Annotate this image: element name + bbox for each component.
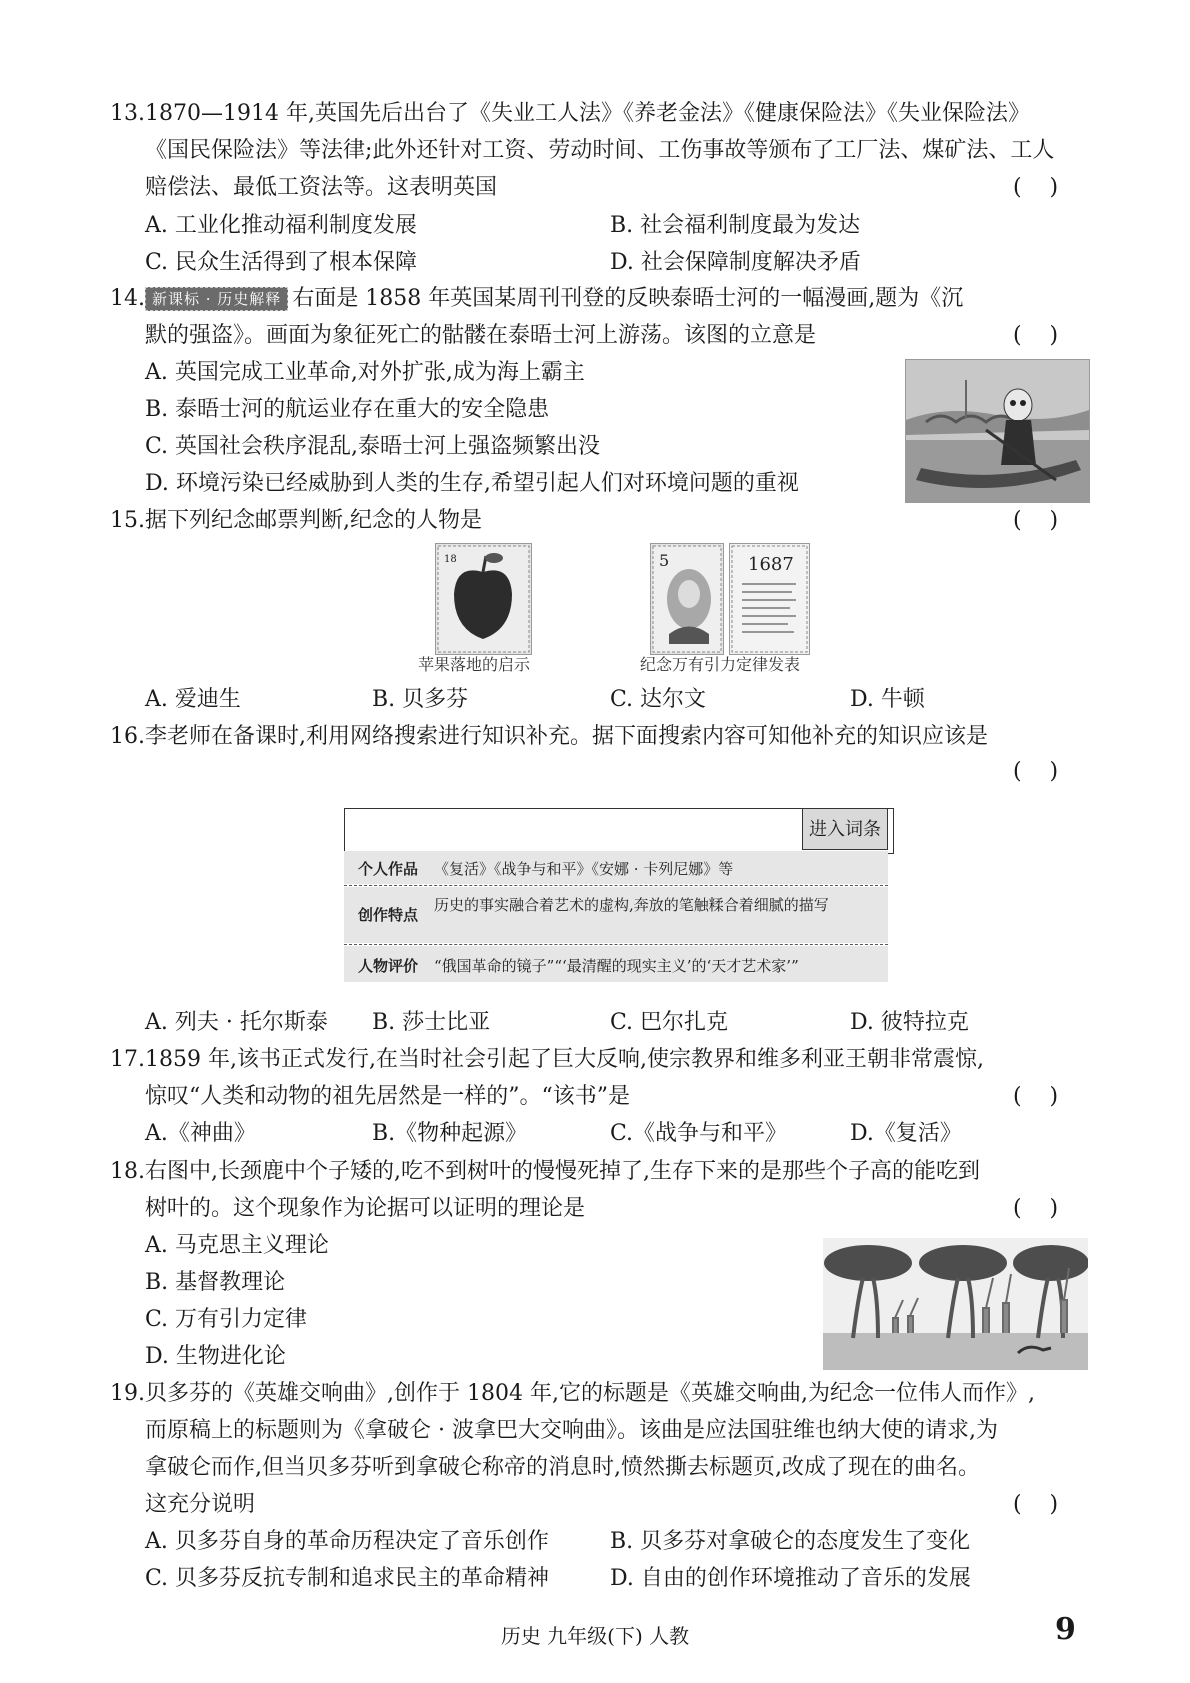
q14-option-c: C. 英国社会秩序混乱,泰晤士河上强盗频繁出没 bbox=[145, 434, 601, 459]
apple-stamp-image bbox=[435, 543, 532, 655]
q16-option-b: B. 莎士比亚 bbox=[372, 1010, 491, 1035]
q17-option-a: A.《神曲》 bbox=[145, 1121, 256, 1146]
q14-number: 14. bbox=[110, 286, 145, 311]
q14-stem-line2: 默的强盗》。画面为象征死亡的骷髅在泰晤士河上游荡。该图的立意是 bbox=[145, 323, 817, 348]
q15-answer-blank: ( ) bbox=[1013, 508, 1059, 533]
search-result-row-evaluation bbox=[344, 946, 888, 982]
q19-stem-line1: 贝多芬的《英雄交响曲》,创作于 1804 年,它的标题是《英雄交响曲,为纪念一位伟人而作》, bbox=[145, 1381, 1035, 1406]
q14-stem-line1-text: 右面是 1858 年英国某周刊刊登的反映泰晤士河的一幅漫画,题为《沉 bbox=[292, 286, 964, 311]
q19-number: 19. bbox=[110, 1381, 145, 1406]
q13-option-d: D. 社会保障制度解决矛盾 bbox=[610, 250, 861, 275]
q16-option-a: A. 列夫 · 托尔斯泰 bbox=[145, 1010, 328, 1035]
q13-stem-line2: 《国民保险法》等法律;此外还针对工资、劳动时间、工伤事故等颁布了工厂法、煤矿法、工人 bbox=[145, 138, 1055, 163]
page-footer: 历史 九年级(下) 人教 bbox=[500, 1624, 690, 1648]
q15-option-c: C. 达尔文 bbox=[610, 687, 707, 712]
q15-option-a: A. 爱迪生 bbox=[145, 687, 241, 712]
search-result-row-features bbox=[344, 887, 888, 943]
q19-answer-blank: ( ) bbox=[1013, 1492, 1059, 1517]
q13-answer-blank: ( ) bbox=[1013, 175, 1059, 200]
stamp1-value: 18 bbox=[444, 554, 457, 565]
q14-tag-badge: 新课标 · 历史解释 bbox=[145, 287, 288, 311]
q13-stem-line3: 赔偿法、最低工资法等。这表明英国 bbox=[145, 175, 498, 200]
newton-portrait-stamp-image bbox=[650, 543, 724, 655]
q17-stem-line2: 惊叹“人类和动物的祖先居然是一样的”。“该书”是 bbox=[145, 1084, 630, 1109]
stamp1-caption: 苹果落地的启示 bbox=[418, 655, 531, 674]
q15-option-d: D. 牛顿 bbox=[850, 687, 925, 712]
q16-option-d: D. 彼特拉克 bbox=[850, 1010, 969, 1035]
q19-stem-line2: 而原稿上的标题则为《拿破仑 · 波拿巴大交响曲》。该曲是应法国驻维也纳大使的请求,为 bbox=[145, 1418, 998, 1443]
q15-number: 15. bbox=[110, 508, 145, 533]
works-label: 个人作品 bbox=[358, 860, 419, 878]
q16-number: 16. bbox=[110, 724, 145, 749]
q14-option-d: D. 环境污染已经威胁到人类的生存,希望引起人们对环境问题的重视 bbox=[145, 471, 799, 496]
q17-number: 17. bbox=[110, 1047, 145, 1072]
q17-answer-blank: ( ) bbox=[1013, 1084, 1059, 1109]
q18-option-a: A. 马克思主义理论 bbox=[145, 1233, 329, 1258]
q13-option-c: C. 民众生活得到了根本保障 bbox=[145, 250, 418, 275]
giraffe-evolution-image bbox=[823, 1238, 1088, 1370]
q19-option-b: B. 贝多芬对拿破仑的态度发生了变化 bbox=[610, 1529, 971, 1554]
result-divider bbox=[344, 885, 888, 886]
q15-stem: 据下列纪念邮票判断,纪念的人物是 bbox=[145, 508, 482, 533]
q13-stem-line1: 1870—1914 年,英国先后出台了《失业工人法》《养老金法》《健康保险法》《失业保险法》 bbox=[145, 101, 1030, 126]
enter-entry-button[interactable]: 进入词条 bbox=[802, 808, 888, 850]
result-divider bbox=[344, 944, 888, 945]
stamp2-year: 1687 bbox=[748, 554, 794, 575]
1687-text-stamp-image bbox=[729, 543, 810, 655]
q16-answer-blank: ( ) bbox=[1013, 759, 1059, 784]
q17-option-d: D.《复活》 bbox=[850, 1121, 962, 1146]
q17-option-b: B.《物种起源》 bbox=[372, 1121, 528, 1146]
q19-stem-line4: 这充分说明 bbox=[145, 1492, 256, 1517]
evaluation-label: 人物评价 bbox=[358, 957, 419, 975]
q18-option-c: C. 万有引力定律 bbox=[145, 1307, 308, 1332]
q19-option-c: C. 贝多芬反抗专制和追求民主的革命精神 bbox=[145, 1566, 550, 1591]
q18-option-d: D. 生物进化论 bbox=[145, 1344, 286, 1369]
q14-option-b: B. 泰晤士河的航运业存在重大的安全隐患 bbox=[145, 397, 550, 422]
q14-stem-line1 bbox=[145, 284, 963, 314]
works-value: 《复活》《战争与和平》《安娜 · 卡列尼娜》等 bbox=[434, 860, 734, 878]
q13-number: 13. bbox=[110, 101, 145, 126]
q19-stem-line3: 拿破仑而作,但当贝多芬听到拿破仑称帝的消息时,愤然撕去标题页,改成了现在的曲名。 bbox=[145, 1455, 980, 1480]
q19-option-d: D. 自由的创作环境推动了音乐的发展 bbox=[610, 1566, 971, 1591]
silent-highwayman-cartoon-image bbox=[905, 359, 1090, 503]
features-label: 创作特点 bbox=[358, 906, 419, 924]
stamp2-caption: 纪念万有引力定律发表 bbox=[640, 655, 801, 674]
q18-stem-line1: 右图中,长颈鹿中个子矮的,吃不到树叶的慢慢死掉了,生存下来的是那些个子高的能吃到 bbox=[145, 1159, 980, 1184]
page-number: 9 bbox=[1055, 1612, 1076, 1647]
q15-option-b: B. 贝多芬 bbox=[372, 687, 469, 712]
q17-stem-line1: 1859 年,该书正式发行,在当时社会引起了巨大反响,使宗教界和维多利亚王朝非常震惊, bbox=[145, 1047, 984, 1072]
q18-answer-blank: ( ) bbox=[1013, 1196, 1059, 1221]
search-result-row-works bbox=[344, 851, 888, 884]
q13-option-b: B. 社会福利制度最为发达 bbox=[610, 213, 861, 238]
evaluation-value: “俄国革命的镜子”“‘最清醒的现实主义’的‘天才艺术家’” bbox=[434, 957, 799, 975]
q16-stem: 李老师在备课时,利用网络搜索进行知识补充。据下面搜索内容可知他补充的知识应该是 bbox=[145, 724, 988, 749]
q17-option-c: C.《战争与和平》 bbox=[610, 1121, 788, 1146]
q19-option-a: A. 贝多芬自身的革命历程决定了音乐创作 bbox=[145, 1529, 549, 1554]
q16-option-c: C. 巴尔扎克 bbox=[610, 1010, 729, 1035]
q18-stem-line2: 树叶的。这个现象作为论据可以证明的理论是 bbox=[145, 1196, 586, 1221]
features-value: 历史的事实融合着艺术的虚构,奔放的笔触糅合着细腻的描写 bbox=[434, 896, 829, 914]
stamp2-value: 5 bbox=[659, 551, 670, 570]
q13-option-a: A. 工业化推动福利制度发展 bbox=[145, 213, 417, 238]
q14-answer-blank: ( ) bbox=[1013, 323, 1059, 348]
q14-option-a: A. 英国完成工业革命,对外扩张,成为海上霸主 bbox=[145, 360, 585, 385]
q18-number: 18. bbox=[110, 1159, 145, 1184]
q18-option-b: B. 基督教理论 bbox=[145, 1270, 286, 1295]
